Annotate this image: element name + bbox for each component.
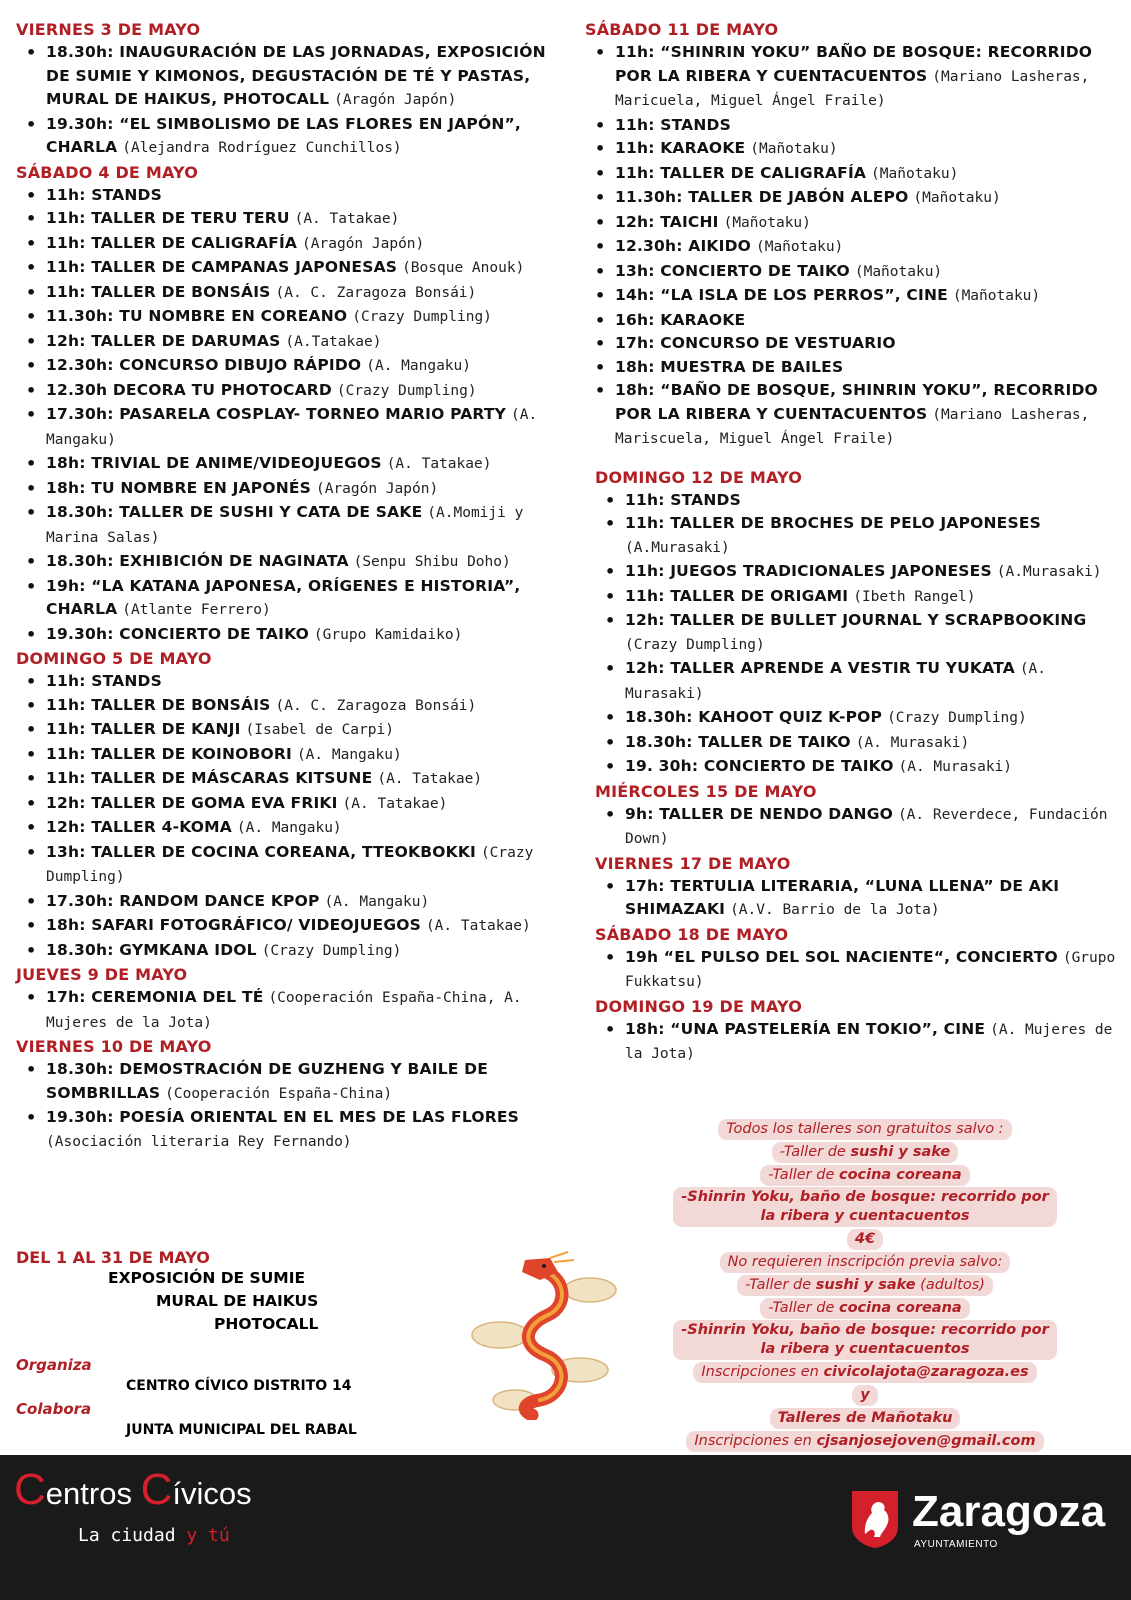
event-title: 11h: “SHINRIN YOKU” BAÑO DE BOSQUE: RECORRIDO POR LA RIBERA Y CUENTACUENTOS xyxy=(615,43,1093,85)
event-list xyxy=(16,184,568,648)
event-organizer: (A. Murasaki) xyxy=(898,759,1013,775)
event-item xyxy=(16,986,568,1035)
event-title: 11h: STANDS xyxy=(615,115,731,134)
month-title: DEL 1 AL 31 DE MAYO xyxy=(16,1248,210,1267)
event-organizer: (Isabel de Carpi) xyxy=(245,722,394,738)
event-item xyxy=(16,232,568,257)
event-item xyxy=(16,1058,568,1106)
event-title: 18.30h: KAHOOT QUIZ K-POP xyxy=(625,708,883,726)
event-title: 9h: TALLER DE NENDO DANGO xyxy=(625,804,894,823)
event-item xyxy=(16,743,568,768)
event-organizer: (A. Tatakae) xyxy=(342,795,448,812)
event-organizer: (Crazy Dumpling) xyxy=(336,382,477,399)
event-item xyxy=(16,354,568,379)
event-item xyxy=(16,670,568,694)
event-item xyxy=(585,489,1120,513)
day-heading-domingo-19-de-mayo: DOMINGO 19 DE MAYO xyxy=(595,996,803,1016)
event-organizer: (Aragón Japón) xyxy=(334,92,457,108)
info-box xyxy=(655,1118,1075,1453)
event-title: 11h: TALLER DE KOINOBORI xyxy=(46,744,292,763)
event-item xyxy=(585,356,1120,380)
event-organizer: (A.V. Barrio de la Jota) xyxy=(730,902,940,918)
event-organizer: (A. Tatakae) xyxy=(294,211,400,227)
event-title: 18.30h: GYMKANA IDOL xyxy=(46,940,257,959)
event-title: 18.30h: EXHIBICIÓN DE NAGINATA xyxy=(46,552,349,570)
event-item xyxy=(585,609,1120,657)
event-organizer: (Mañotaku) xyxy=(750,141,838,157)
event-title: 12.30h DECORA TU PHOTOCARD xyxy=(46,380,332,399)
event-item xyxy=(16,890,568,915)
event-item xyxy=(585,260,1120,285)
event-title: 11.30h: TALLER DE JABÓN ALEPO xyxy=(615,188,909,206)
event-item xyxy=(16,767,568,792)
event-item xyxy=(585,875,1120,923)
organiza-label: Organiza xyxy=(16,1356,92,1374)
event-title: 19h “EL PULSO DEL SOL NACIENTE“, CONCIERTO xyxy=(625,947,1058,966)
event-organizer: (Cooperación España-China, A. Mujeres de la Jota) xyxy=(46,990,522,1031)
event-title: 19.30h: CONCIERTO DE TAIKO xyxy=(46,624,309,643)
reg-item-shinrin: -Shinrin Yoku, baño de bosque: recorrido por la ribera y cuentacuentos xyxy=(673,1320,1057,1360)
colabora-label: Colabora xyxy=(16,1400,92,1418)
event-organizer: (Senpu Shibu Doho) xyxy=(353,554,511,570)
event-item xyxy=(585,946,1120,995)
day-heading-sabado-4-de-mayo: SÁBADO 4 DE MAYO xyxy=(16,162,199,182)
event-item xyxy=(16,792,568,817)
event-title: 11h: STANDS xyxy=(46,185,162,204)
day-heading-domingo-5-de-mayo: DOMINGO 5 DE MAYO xyxy=(16,649,212,668)
event-organizer: (Grupo Kamidaiko) xyxy=(313,626,463,643)
event-organizer: (Bosque Anouk) xyxy=(402,260,525,276)
event-list xyxy=(585,946,1120,995)
event-list xyxy=(16,41,568,161)
reg-item-cocina: -Taller de cocina coreana xyxy=(760,1298,969,1319)
event-title: 11h: TALLER DE TERU TERU xyxy=(46,209,290,227)
free-intro: Todos los talleres son gratuitos salvo : xyxy=(718,1119,1011,1140)
event-title: 17.30h: PASARELA COSPLAY- TORNEO MARIO PARTY xyxy=(46,405,507,423)
event-title: 18h: SAFARI FOTOGRÁFICO/ VIDEOJUEGOS xyxy=(46,916,421,934)
event-organizer: (Aragón Japón) xyxy=(302,235,425,252)
event-title: 12.30h: CONCURSO DIBUJO RÁPIDO xyxy=(46,356,362,374)
event-organizer: (Mañotaku) xyxy=(755,239,844,255)
event-title: 12h: TALLER 4-KOMA xyxy=(46,818,232,836)
zaragoza-logo xyxy=(850,1485,1120,1565)
event-organizer: (Asociación literaria Rey Fernando) xyxy=(46,1133,352,1150)
event-item xyxy=(16,452,568,477)
event-item xyxy=(16,330,568,355)
credits-block xyxy=(16,1356,476,1438)
event-item xyxy=(16,501,568,550)
event-item xyxy=(585,41,1120,114)
event-item xyxy=(16,184,568,208)
event-item xyxy=(585,114,1120,138)
free-item-sushi: -Taller de sushi y sake xyxy=(772,1142,959,1163)
event-organizer: (A. Tatakae) xyxy=(377,771,483,787)
conjunction: y xyxy=(852,1385,877,1406)
event-title: 18h: MUESTRA DE BAILES xyxy=(615,357,844,376)
reg-item-sushi: -Taller de sushi y sake (adultos) xyxy=(737,1275,993,1296)
manotaku-title: Talleres de Mañotaku xyxy=(770,1408,961,1429)
event-item xyxy=(585,186,1120,211)
reg-intro: No requieren inscripción previa salvo: xyxy=(720,1252,1011,1273)
event-title: 11h: TALLER DE MÁSCARAS KITSUNE xyxy=(46,769,373,787)
day-heading-sabado-18-de-mayo: SÁBADO 18 DE MAYO xyxy=(595,924,789,944)
event-organizer: (A. C. Zaragoza Bonsái) xyxy=(275,697,477,714)
event-organizer: (A.Tatakae) xyxy=(285,333,382,350)
event-list xyxy=(585,875,1120,923)
event-title: 11h: TALLER DE BONSÁIS xyxy=(46,695,271,714)
event-title: 18.30h: TALLER DE TAIKO xyxy=(625,732,851,751)
event-item xyxy=(585,162,1120,187)
event-title: 16h: KARAOKE xyxy=(615,310,746,329)
email-link-2[interactable]: cjsanjosejoven@gmail.com xyxy=(816,1433,1036,1449)
event-title: 18h: TU NOMBRE EN JAPONÉS xyxy=(46,478,312,497)
event-item xyxy=(16,305,568,330)
event-organizer: (Crazy Dumpling) xyxy=(261,942,402,959)
event-title: 14h: “LA ISLA DE LOS PERROS”, CINE xyxy=(615,286,948,304)
event-item xyxy=(585,731,1120,756)
event-organizer: (Crazy Dumpling) xyxy=(887,710,1027,726)
event-item xyxy=(16,914,568,939)
event-item xyxy=(16,575,568,623)
event-title: 11h: KARAOKE xyxy=(615,139,746,157)
event-item xyxy=(585,309,1120,333)
left-column xyxy=(16,18,568,1154)
event-title: 18.30h: INAUGURACIÓN DE LAS JORNADAS, EXPOSICIÓN DE SUMIE Y KIMONOS, DEGUSTACIÓN DE TÉ Y PASTAS, MURAL DE HAIKUS, PHOTOCALL xyxy=(46,43,546,108)
event-organizer: (A. Mangaku) xyxy=(296,746,402,763)
event-organizer: (A. Mangaku) xyxy=(366,358,471,374)
event-item xyxy=(585,560,1120,585)
event-title: 12h: TALLER APRENDE A VESTIR TU YUKATA xyxy=(625,659,1015,677)
event-organizer: (A.Murasaki) xyxy=(996,564,1102,580)
event-organizer: (Cooperación España-China) xyxy=(165,1085,393,1102)
event-item xyxy=(16,207,568,232)
event-list xyxy=(16,1058,568,1154)
event-item xyxy=(16,816,568,841)
price: 4€ xyxy=(847,1229,883,1250)
event-title: 18.30h: TALLER DE SUSHI Y CATA DE SAKE xyxy=(46,503,423,521)
event-item xyxy=(585,211,1120,236)
event-item xyxy=(585,585,1120,610)
event-organizer: (A. Murasaki) xyxy=(855,734,970,751)
event-title: 13h: CONCIERTO DE TAIKO xyxy=(615,261,850,280)
event-item xyxy=(16,623,568,648)
event-item xyxy=(585,755,1120,780)
event-list xyxy=(16,986,568,1035)
event-organizer: (A. Mangaku) xyxy=(324,893,430,910)
day-heading-viernes-17-de-mayo: VIERNES 17 DE MAYO xyxy=(595,853,791,873)
day-heading-sabado-11-de-mayo: SÁBADO 11 DE MAYO xyxy=(585,20,779,39)
day-heading-viernes-3-de-mayo: VIERNES 3 DE MAYO xyxy=(16,20,201,39)
event-item xyxy=(585,706,1120,731)
event-organizer: (Mañotaku) xyxy=(854,263,943,280)
email-civicolajota: Inscripciones en civicolajota@zaragoza.es xyxy=(693,1362,1036,1383)
email-link-1[interactable]: civicolajota@zaragoza.es xyxy=(823,1364,1029,1380)
event-organizer: (Mañotaku) xyxy=(952,288,1041,304)
event-title: 11h: TALLER DE CAMPANAS JAPONESAS xyxy=(46,258,398,276)
dragon-illustration xyxy=(470,1250,620,1420)
event-organizer: (A. Mangaku) xyxy=(236,820,342,836)
event-organizer: (Mariano Lasheras, Maricuela, Miguel Ángel Fraile) xyxy=(615,68,1090,109)
event-list xyxy=(585,1018,1120,1067)
event-title: 18h: TRIVIAL DE ANIME/VIDEOJUEGOS xyxy=(46,454,382,472)
event-item xyxy=(16,550,568,575)
free-item-shinrin: -Shinrin Yoku, baño de bosque: recorrido por la ribera y cuentacuentos xyxy=(673,1187,1057,1227)
event-title: 19.30h: “EL SIMBOLISMO DE LAS FLORES EN JAPÓN”, CHARLA xyxy=(46,114,522,156)
event-organizer: (A.Momiji y Marina Salas) xyxy=(46,505,524,546)
day-heading-miercoles-15-de-mayo: MIÉRCOLES 15 DE MAYO xyxy=(595,781,817,801)
event-item xyxy=(16,718,568,743)
zaragoza-name: Zaragoza xyxy=(912,1487,1106,1536)
event-organizer: (A.Murasaki) xyxy=(625,539,730,556)
event-item xyxy=(16,939,568,964)
event-item xyxy=(585,235,1120,260)
email-cjsanjose: Inscripciones en cjsanjosejoven@gmail.com xyxy=(686,1431,1043,1452)
event-organizer: (A. Murasaki) xyxy=(625,661,1047,702)
event-list xyxy=(585,489,1120,780)
event-item xyxy=(16,281,568,306)
event-organizer: (Aragón Japón) xyxy=(315,480,439,497)
event-organizer: (Ibeth Rangel) xyxy=(853,588,976,605)
event-item xyxy=(585,512,1120,560)
event-item xyxy=(585,803,1120,852)
event-title: 11h: JUEGOS TRADICIONALES JAPONESES xyxy=(625,562,992,580)
event-item xyxy=(16,379,568,404)
right-column xyxy=(585,18,1120,1067)
centros-civicos-logo: Centros Cívicos xyxy=(14,1465,252,1514)
event-organizer: (Alejandra Rodríguez Cunchillos) xyxy=(122,140,402,156)
event-title: 11h: STANDS xyxy=(46,672,162,690)
day-heading-domingo-12-de-mayo: DOMINGO 12 DE MAYO xyxy=(595,467,803,487)
cloud-icon xyxy=(472,1278,616,1410)
event-title: 11h: TALLER DE BROCHES DE PELO JAPONESES xyxy=(625,514,1041,532)
event-title: 12h: TALLER DE GOMA EVA FRIKI xyxy=(46,793,338,812)
event-organizer: (Mariano Lasheras, Mariscuela, Miguel Ángel Fraile) xyxy=(615,406,1090,447)
event-organizer: (Mañotaku) xyxy=(913,190,1001,206)
event-title: 11h: TALLER DE KANJI xyxy=(46,720,241,738)
month-line-haikus: MURAL DE HAIKUS xyxy=(156,1292,319,1310)
event-organizer: (Crazy Dumpling) xyxy=(352,309,492,325)
event-title: 18h: “UNA PASTELERÍA EN TOKIO”, CINE xyxy=(625,1019,986,1038)
event-organizer: (Crazy Dumpling) xyxy=(46,844,534,885)
event-item xyxy=(585,1018,1120,1067)
event-item xyxy=(16,41,568,113)
organiza-value: CENTRO CÍVICO DISTRITO 14 xyxy=(126,1378,352,1394)
event-organizer: (A. Tatakae) xyxy=(386,456,492,472)
event-item xyxy=(16,477,568,502)
event-organizer: (A. Mujeres de la Jota) xyxy=(625,1021,1113,1062)
free-item-cocina: -Taller de cocina coreana xyxy=(760,1165,969,1186)
event-title: 11h: TALLER DE BONSÁIS xyxy=(46,282,271,301)
centros-civicos-tagline: La ciudad y tú xyxy=(78,1525,230,1546)
event-item xyxy=(16,694,568,719)
event-item xyxy=(585,137,1120,162)
event-list xyxy=(585,41,1120,452)
event-list xyxy=(585,803,1120,852)
zaragoza-sub: AYUNTAMIENTO xyxy=(914,1539,998,1550)
event-item xyxy=(585,657,1120,706)
event-organizer: (Crazy Dumpling) xyxy=(625,636,765,653)
event-title: 12h: TALLER DE DARUMAS xyxy=(46,331,281,350)
event-organizer: (A. Mangaku) xyxy=(46,407,538,448)
event-organizer: (Mañotaku) xyxy=(723,214,811,231)
event-list xyxy=(16,670,568,963)
day-heading-jueves-9-de-mayo: JUEVES 9 DE MAYO xyxy=(16,965,188,984)
event-item xyxy=(16,256,568,281)
event-title: 12.30h: AIKIDO xyxy=(615,237,752,255)
event-title: 18h: “BAÑO DE BOSQUE, SHINRIN YOKU”, RECORRIDO POR LA RIBERA Y CUENTACUENTOS xyxy=(615,381,1098,423)
event-organizer: (A. C. Zaragoza Bonsái) xyxy=(275,284,477,301)
month-block xyxy=(16,1248,476,1336)
event-item xyxy=(585,332,1120,356)
event-title: 18.30h: DEMOSTRACIÓN DE GUZHENG Y BAILE DE SOMBRILLAS xyxy=(46,1060,489,1102)
event-item xyxy=(585,379,1120,452)
event-item xyxy=(585,284,1120,309)
event-title: 17h: CEREMONIA DEL TÉ xyxy=(46,988,264,1006)
event-title: 17.30h: RANDOM DANCE KPOP xyxy=(46,891,320,910)
event-title: 11h: STANDS xyxy=(625,490,741,509)
event-item xyxy=(16,841,568,890)
lion-shield-icon xyxy=(850,1489,900,1549)
event-item xyxy=(16,113,568,161)
event-title: 13h: TALLER DE COCINA COREANA, TTEOKBOKKI xyxy=(46,842,477,861)
event-item xyxy=(16,1106,568,1154)
month-line-sumie: EXPOSICIÓN DE SUMIE xyxy=(108,1269,306,1287)
event-title: 12h: TALLER DE BULLET JOURNAL Y SCRAPBOOKING xyxy=(625,611,1087,629)
event-title: 19. 30h: CONCIERTO DE TAIKO xyxy=(625,757,894,775)
event-title: 19h: “LA KATANA JAPONESA, ORÍGENES E HISTORIA”, CHARLA xyxy=(46,576,521,618)
footer xyxy=(0,1455,1131,1600)
day-heading-viernes-10-de-mayo: VIERNES 10 DE MAYO xyxy=(16,1037,212,1056)
event-title: 19.30h: POESÍA ORIENTAL EN EL MES DE LAS FLORES xyxy=(46,1108,520,1126)
event-item xyxy=(16,403,568,452)
event-organizer: (A. Tatakae) xyxy=(425,918,531,934)
event-title: 12h: TAICHI xyxy=(615,212,719,231)
event-title: 11h: TALLER DE CALIGRAFÍA xyxy=(46,233,298,252)
colabora-value: JUNTA MUNICIPAL DEL RABAL xyxy=(126,1422,357,1438)
event-title: 11h: TALLER DE ORIGAMI xyxy=(625,586,849,605)
event-title: 17h: CONCURSO DE VESTUARIO xyxy=(615,334,896,352)
month-line-photocall: PHOTOCALL xyxy=(214,1315,319,1333)
event-organizer: (A. Reverdece, Fundación Down) xyxy=(625,806,1108,847)
event-organizer: (Grupo Fukkatsu) xyxy=(625,949,1116,990)
event-organizer: (Mañotaku) xyxy=(871,165,959,182)
event-organizer: (Atlante Ferrero) xyxy=(122,602,271,618)
event-title: 17h: TERTULIA LITERARIA, “LUNA LLENA” DE AKI SHIMAZAKI xyxy=(625,876,1060,918)
event-title: 11.30h: TU NOMBRE EN COREANO xyxy=(46,307,348,325)
event-title: 11h: TALLER DE CALIGRAFÍA xyxy=(615,163,867,182)
